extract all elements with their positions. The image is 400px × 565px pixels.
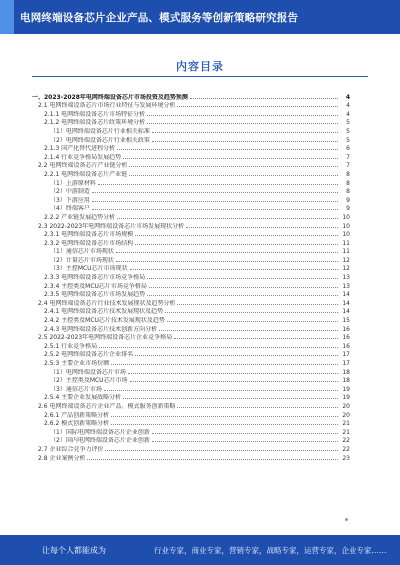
toc-leader-dots [130,381,338,382]
toc-leader-dots [174,338,338,339]
toc-leader-dots [92,209,338,210]
toc-entry-page: 14 [342,291,350,299]
toc-heading-rule [32,76,368,77]
toc-entry-page: 7 [346,153,350,161]
toc-leader-dots [167,321,338,322]
toc-entry-title: 2.4.1 电网终端设备芯片技术发展现状及趋势 [44,308,164,316]
toc-entry[interactable] [32,436,350,445]
toc-entry-title: 2.4.3 电网终端设备芯片技术创新方向分析 [44,325,158,333]
toc-leader-dots [104,390,338,391]
toc-leader-dots [111,424,338,425]
toc-entry[interactable] [32,169,350,178]
toc-entry-title: （1）通信芯片市场现状 [50,248,114,256]
toc-entry-page: 8 [346,179,350,187]
toc-entry-title: 2.1.1 电网终端设备芯片市场特征分析 [44,110,146,118]
toc-entry[interactable] [32,272,350,281]
toc-entry[interactable] [32,393,350,402]
toc-leader-dots [177,106,338,107]
toc-heading: 内容目录 [176,60,224,73]
toc-entry-page: 5 [346,127,350,135]
toc-entry-page: 17 [342,351,350,359]
toc-leader-dots [190,98,338,99]
toc-entry-page: 5 [346,119,350,127]
toc-entry[interactable] [32,152,350,161]
toc-entry[interactable] [32,290,350,299]
toc-entry-title: 2.7 企业综合竞争力评价 [38,445,104,453]
toc-entry-page: 4 [346,110,350,118]
toc-entry-page: 16 [342,334,350,342]
toc-entry-title: 2.5.3 主要企业市场份额 [44,360,110,367]
toc-leader-dots [87,459,338,460]
toc-entry-page: 10 [342,222,350,230]
toc-entry-title: 2.5.2 电网终端设备芯片企业排名 [44,351,134,359]
toc-entry[interactable] [32,230,350,239]
toc-leader-dots [117,218,338,219]
toc-entry-page: 12 [342,256,350,264]
toc-entry-title: 2.3 2022-2023年电网终端设备芯片市场发展现状分析 [38,222,185,230]
report-footer [0,535,400,565]
toc-entry-title: 2.2.2 产业链发展趋势分析 [44,213,116,221]
toc-entry[interactable] [32,376,350,385]
footer-tagline: 行业专家，商业专家，营销专家，战略专家，运营专家，企业专家…… [154,545,387,555]
toc-entry-title: 2.1.4 行业竞争格局发展趋势 [44,153,122,161]
toc-leader-dots [147,295,338,296]
report-header [0,0,400,34]
toc-entry[interactable] [32,118,350,127]
toc-entry-title: 2.8 企业案例分析 [38,454,86,462]
toc-entry-page: 5 [346,136,350,144]
toc-leader-dots [147,115,338,116]
toc-entry-title: 2.5.4 主要企业发展战略分析 [44,394,122,402]
toc-entry-title: （2）计量芯片市场现状 [50,256,114,264]
toc-entry-title: （1）上游原材料 [50,179,96,187]
toc-entry-title: （2）主控类及MCU芯片市场 [50,377,128,385]
toc-leader-dots [152,141,338,142]
toc-entry-title: 2.3.5 电网终端设备芯片市场发展趋势 [44,291,146,299]
toc-leader-dots [186,227,338,228]
toc-leader-dots [99,347,338,348]
toc-entry-title: 2.3.3 电网终端设备芯片市场竞争格局 [44,274,146,282]
toc-entry-title: 2.6.1 产品创新策略分析 [44,411,110,419]
toc-leader-dots [92,201,338,202]
toc-entry-page: 17 [342,360,350,367]
toc-entry[interactable] [32,247,350,256]
toc-entry-page: 19 [342,394,350,402]
toc-entry[interactable] [32,324,350,333]
toc-entry-title: （2）中游制造 [50,188,90,196]
toc-entry-page: 16 [342,342,350,350]
toc-entry-page: 12 [342,265,350,273]
toc-entry-page: 9 [346,205,350,213]
toc-leader-dots [130,269,338,270]
toc-leader-dots [147,123,338,124]
toc-entry[interactable] [32,92,350,101]
toc-entry[interactable] [32,221,350,230]
toc-entry-page: 20 [342,411,350,419]
toc-leader-dots [116,252,338,253]
report-title: 电网终端设备芯片企业产品、模式服务等创新策略研究报告 [20,11,299,24]
toc-entry-title: 2.2.1 电网终端设备芯片产业链 [44,170,128,178]
toc-entry-title: 2.4 电网终端设备芯片行业技术发展现状及趋势分析 [38,299,176,307]
toc-leader-dots [149,287,338,288]
toc-leader-dots [117,149,338,150]
toc-entry[interactable] [32,204,350,213]
toc-entry[interactable] [32,453,350,462]
toc-entry[interactable] [32,135,350,144]
toc-entry[interactable] [32,367,350,376]
toc-entry-title: 2.6 电网终端设备芯片企业产品、模式服务创新策略 [38,402,176,410]
toc-entry-page: 22 [342,437,350,445]
toc-entry-page: 8 [346,188,350,196]
footer-slogan: 让每个人都能成为 [42,545,106,555]
toc-entry[interactable] [32,212,350,221]
toc-leader-dots [152,433,338,434]
toc-entry[interactable] [32,333,350,342]
toc-entry[interactable] [32,350,350,359]
toc-leader-dots [105,450,338,451]
toc-entry[interactable] [32,298,350,307]
toc-entry-page: 21 [342,428,350,436]
toc-entry[interactable] [32,315,350,324]
toc-entry-title: （1）国际电网终端设备芯片企业创新 [50,428,150,436]
toc-entry-page: 14 [342,299,350,307]
toc-entry[interactable] [32,419,350,428]
toc-entry-page: 23 [342,454,350,462]
toc-entry[interactable] [32,358,350,367]
toc-entry-title: 2.5 2022-2023年电网终端设备芯片企业竞争格局 [38,334,173,342]
toc-entry-page: 19 [342,385,350,393]
toc-entry-page: 21 [342,420,350,428]
header-accent-bar [0,0,14,34]
toc-entry[interactable] [32,341,350,350]
toc-leader-dots [135,235,338,236]
toc-entry[interactable] [32,410,350,419]
toc-entry-title: 一、2023-2028年电网终端设备芯片市场投资及趋势预测 [32,93,188,101]
toc-leader-dots [135,244,338,245]
toc-leader-dots [123,158,338,159]
toc-entry-title: 2.1.2 电网终端设备芯片政策环境分析 [44,119,146,127]
toc-entry[interactable] [32,427,350,436]
toc-entry[interactable] [32,264,350,273]
toc-entry-page: 16 [342,325,350,333]
toc-entry[interactable] [32,384,350,393]
toc-entry-page: 6 [346,145,350,153]
toc-entry-title: （3）通信芯片市场 [50,385,102,393]
toc-entry-title: 2.6.2 模式创新策略分析 [44,420,110,428]
toc-entry-page: 11 [342,248,350,256]
toc-entry[interactable] [32,238,350,247]
toc-entry-title: 2.1 电网终端设备芯片市场行业特征与发展环境分析 [38,102,176,110]
toc-entry-title: 2.2 电网终端设备芯片产业链分析 [38,162,128,170]
toc-leader-dots [177,304,338,305]
toc-entry-page: 4 [346,102,350,110]
toc-entry-title: （1）电网终端设备芯片行业相关标准 [50,127,150,135]
toc-entry[interactable] [32,144,350,153]
toc-entry-page: 14 [342,308,350,316]
toc-entry-page: 8 [346,170,350,178]
toc-leader-dots [129,175,338,176]
toc-entry-title: （4）终端客户 [50,205,90,213]
toc-entry-title: 2.5.1 行业竞争格局 [44,342,98,350]
toc-leader-dots [147,278,338,279]
toc-entry-title: 2.3.4 主控类及MCU芯片市场竞争格局 [44,282,147,290]
toc-entry[interactable] [32,101,350,110]
toc-leader-dots [152,441,338,442]
toc-entry-page: 9 [346,196,350,204]
toc-entry-title: 2.4.2 主控类及MCU芯片技术发展现状及趋势 [44,317,165,325]
toc-entry-page: 4 [345,93,350,101]
toc-entry[interactable] [32,255,350,264]
toc-entry-title: （3）下游应用 [50,196,90,204]
toc-entry-page: 15 [342,317,350,325]
toc-entry-page: 13 [342,282,350,290]
toc-leader-dots [159,330,338,331]
toc-entry-page: 7 [346,162,350,170]
toc-entry[interactable] [32,307,350,316]
toc-leader-dots [92,192,338,193]
toc-entry-title: 2.1.3 国产化替代进程分析 [44,145,116,153]
table-of-contents [32,92,350,462]
toc-entry[interactable] [32,161,350,170]
toc-entry-page: 11 [342,239,350,247]
toc-entry-page: 10 [342,213,350,221]
toc-entry-title: （3）主控MCU芯片市场现状 [50,265,128,273]
toc-leader-dots [111,416,338,417]
toc-entry-title: （2）电网终端设备芯片行业相关政策 [50,136,150,144]
toc-entry-page: 18 [342,377,350,385]
toc-leader-dots [116,261,338,262]
toc-leader-dots [111,364,338,365]
toc-leader-dots [152,132,338,133]
toc-entry-page: 13 [342,274,350,282]
toc-leader-dots [98,184,338,185]
page-marker [345,518,348,521]
toc-entry[interactable] [32,109,350,118]
toc-leader-dots [177,407,338,408]
toc-entry-title: （1）电网终端设备芯片市场 [50,368,126,376]
toc-leader-dots [165,312,338,313]
toc-entry[interactable] [32,126,350,135]
toc-entry-page: 10 [342,231,350,239]
toc-entry-page: 20 [342,402,350,410]
toc-entry[interactable] [32,187,350,196]
toc-entry[interactable] [32,195,350,204]
toc-entry[interactable] [32,281,350,290]
toc-entry[interactable] [32,401,350,410]
toc-leader-dots [128,373,338,374]
toc-entry[interactable] [32,444,350,453]
toc-entry-title: 2.3.2 电网终端设备芯片市场结构 [44,239,134,247]
toc-leader-dots [135,355,338,356]
toc-entry-title: 2.3.1 电网终端设备芯片市场规模 [44,231,134,239]
toc-entry-title: （2）国内电网终端设备芯片企业创新 [50,437,150,445]
toc-entry-page: 22 [342,445,350,453]
toc-leader-dots [129,166,338,167]
toc-leader-dots [123,398,338,399]
toc-entry[interactable] [32,178,350,187]
toc-entry-page: 18 [342,368,350,376]
